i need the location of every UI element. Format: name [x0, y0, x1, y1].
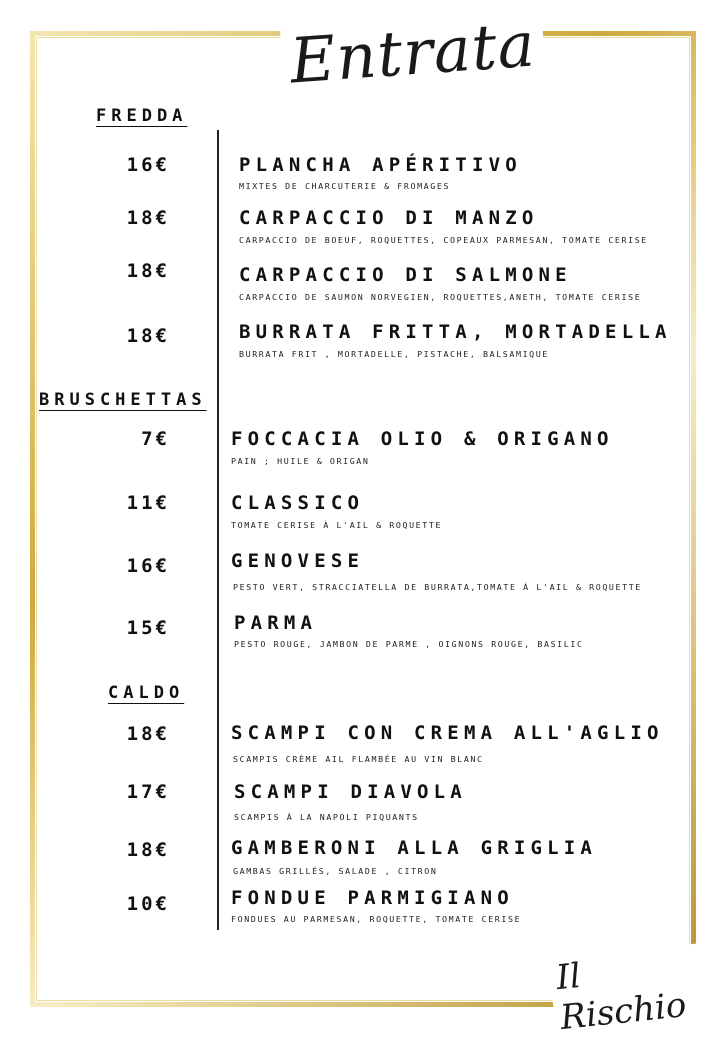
item-description: PESTO ROUGE, JAMBON DE PARME , OIGNONS ROUGE, BASILIC	[234, 639, 584, 649]
item-name: SCAMPI CON CREMA ALL'AGLIO	[231, 722, 664, 744]
item-name: PLANCHA APÉRITIVO	[239, 154, 522, 176]
item-price: 16€	[126, 555, 170, 577]
item-description: GAMBAS GRILLÉS, SALADE , CITRON	[233, 866, 438, 876]
section-bruschettas: BRUSCHETTAS	[39, 390, 207, 410]
item-name: FONDUE PARMIGIANO	[231, 887, 514, 909]
item-price: 18€	[126, 207, 170, 229]
menu-title: Entrata	[280, 13, 545, 93]
item-price: 18€	[126, 723, 170, 745]
signature: Il Rischio	[548, 941, 722, 1038]
item-description: PAIN ; HUILE & ORIGAN	[231, 456, 370, 466]
item-description: SCAMPIS À LA NAPOLI PIQUANTS	[234, 812, 419, 822]
section-caldo: CALDO	[108, 683, 185, 703]
item-name: CARPACCIO DI MANZO	[239, 207, 539, 229]
item-description: CARPACCIO DE SAUMON NORVEGIEN, ROQUETTES,ANETH, TOMATE CERISE	[239, 292, 642, 302]
item-name: GAMBERONI ALLA GRIGLIA	[231, 837, 598, 859]
item-description: PESTO VERT, STRACCIATELLA DE BURRATA,TOMATE À L'AIL & ROQUETTE	[233, 582, 642, 592]
item-price: 7€	[141, 428, 170, 450]
item-name: CARPACCIO DI SALMONE	[239, 264, 572, 286]
item-name: GENOVESE	[231, 550, 365, 572]
item-price: 17€	[126, 781, 170, 803]
item-description: SCAMPIS CRÈME AIL FLAMBÉE AU VIN BLANC	[233, 754, 484, 764]
item-description: FONDUES AU PARMESAN, ROQUETTE, TOMATE CERISE	[231, 914, 522, 924]
section-fredda: FREDDA	[96, 106, 188, 126]
item-price: 18€	[126, 325, 170, 347]
item-name: CLASSICO	[231, 492, 365, 514]
item-description: MIXTES DE CHARCUTERIE & FROMAGES	[239, 181, 451, 191]
item-price: 18€	[126, 260, 170, 282]
item-name: SCAMPI DIAVOLA	[234, 781, 467, 803]
item-price: 16€	[126, 154, 170, 176]
item-price: 18€	[126, 839, 170, 861]
item-name: BURRATA FRITTA, MORTADELLA	[239, 321, 672, 343]
item-description: CARPACCIO DE BOEUF, ROQUETTES, COPEAUX PARMESAN, TOMATE CERISE	[239, 235, 648, 245]
item-name: FOCCACIA OLIO & ORIGANO	[231, 428, 614, 450]
item-price: 11€	[126, 492, 170, 514]
item-price: 10€	[126, 893, 170, 915]
item-price: 15€	[126, 617, 170, 639]
item-description: TOMATE CERISE À L'AIL & ROQUETTE	[231, 520, 443, 530]
column-divider	[217, 130, 219, 930]
item-name: PARMA	[234, 612, 318, 634]
item-description: BURRATA FRIT , MORTADELLE, PISTACHE, BALSAMIQUE	[239, 349, 549, 359]
